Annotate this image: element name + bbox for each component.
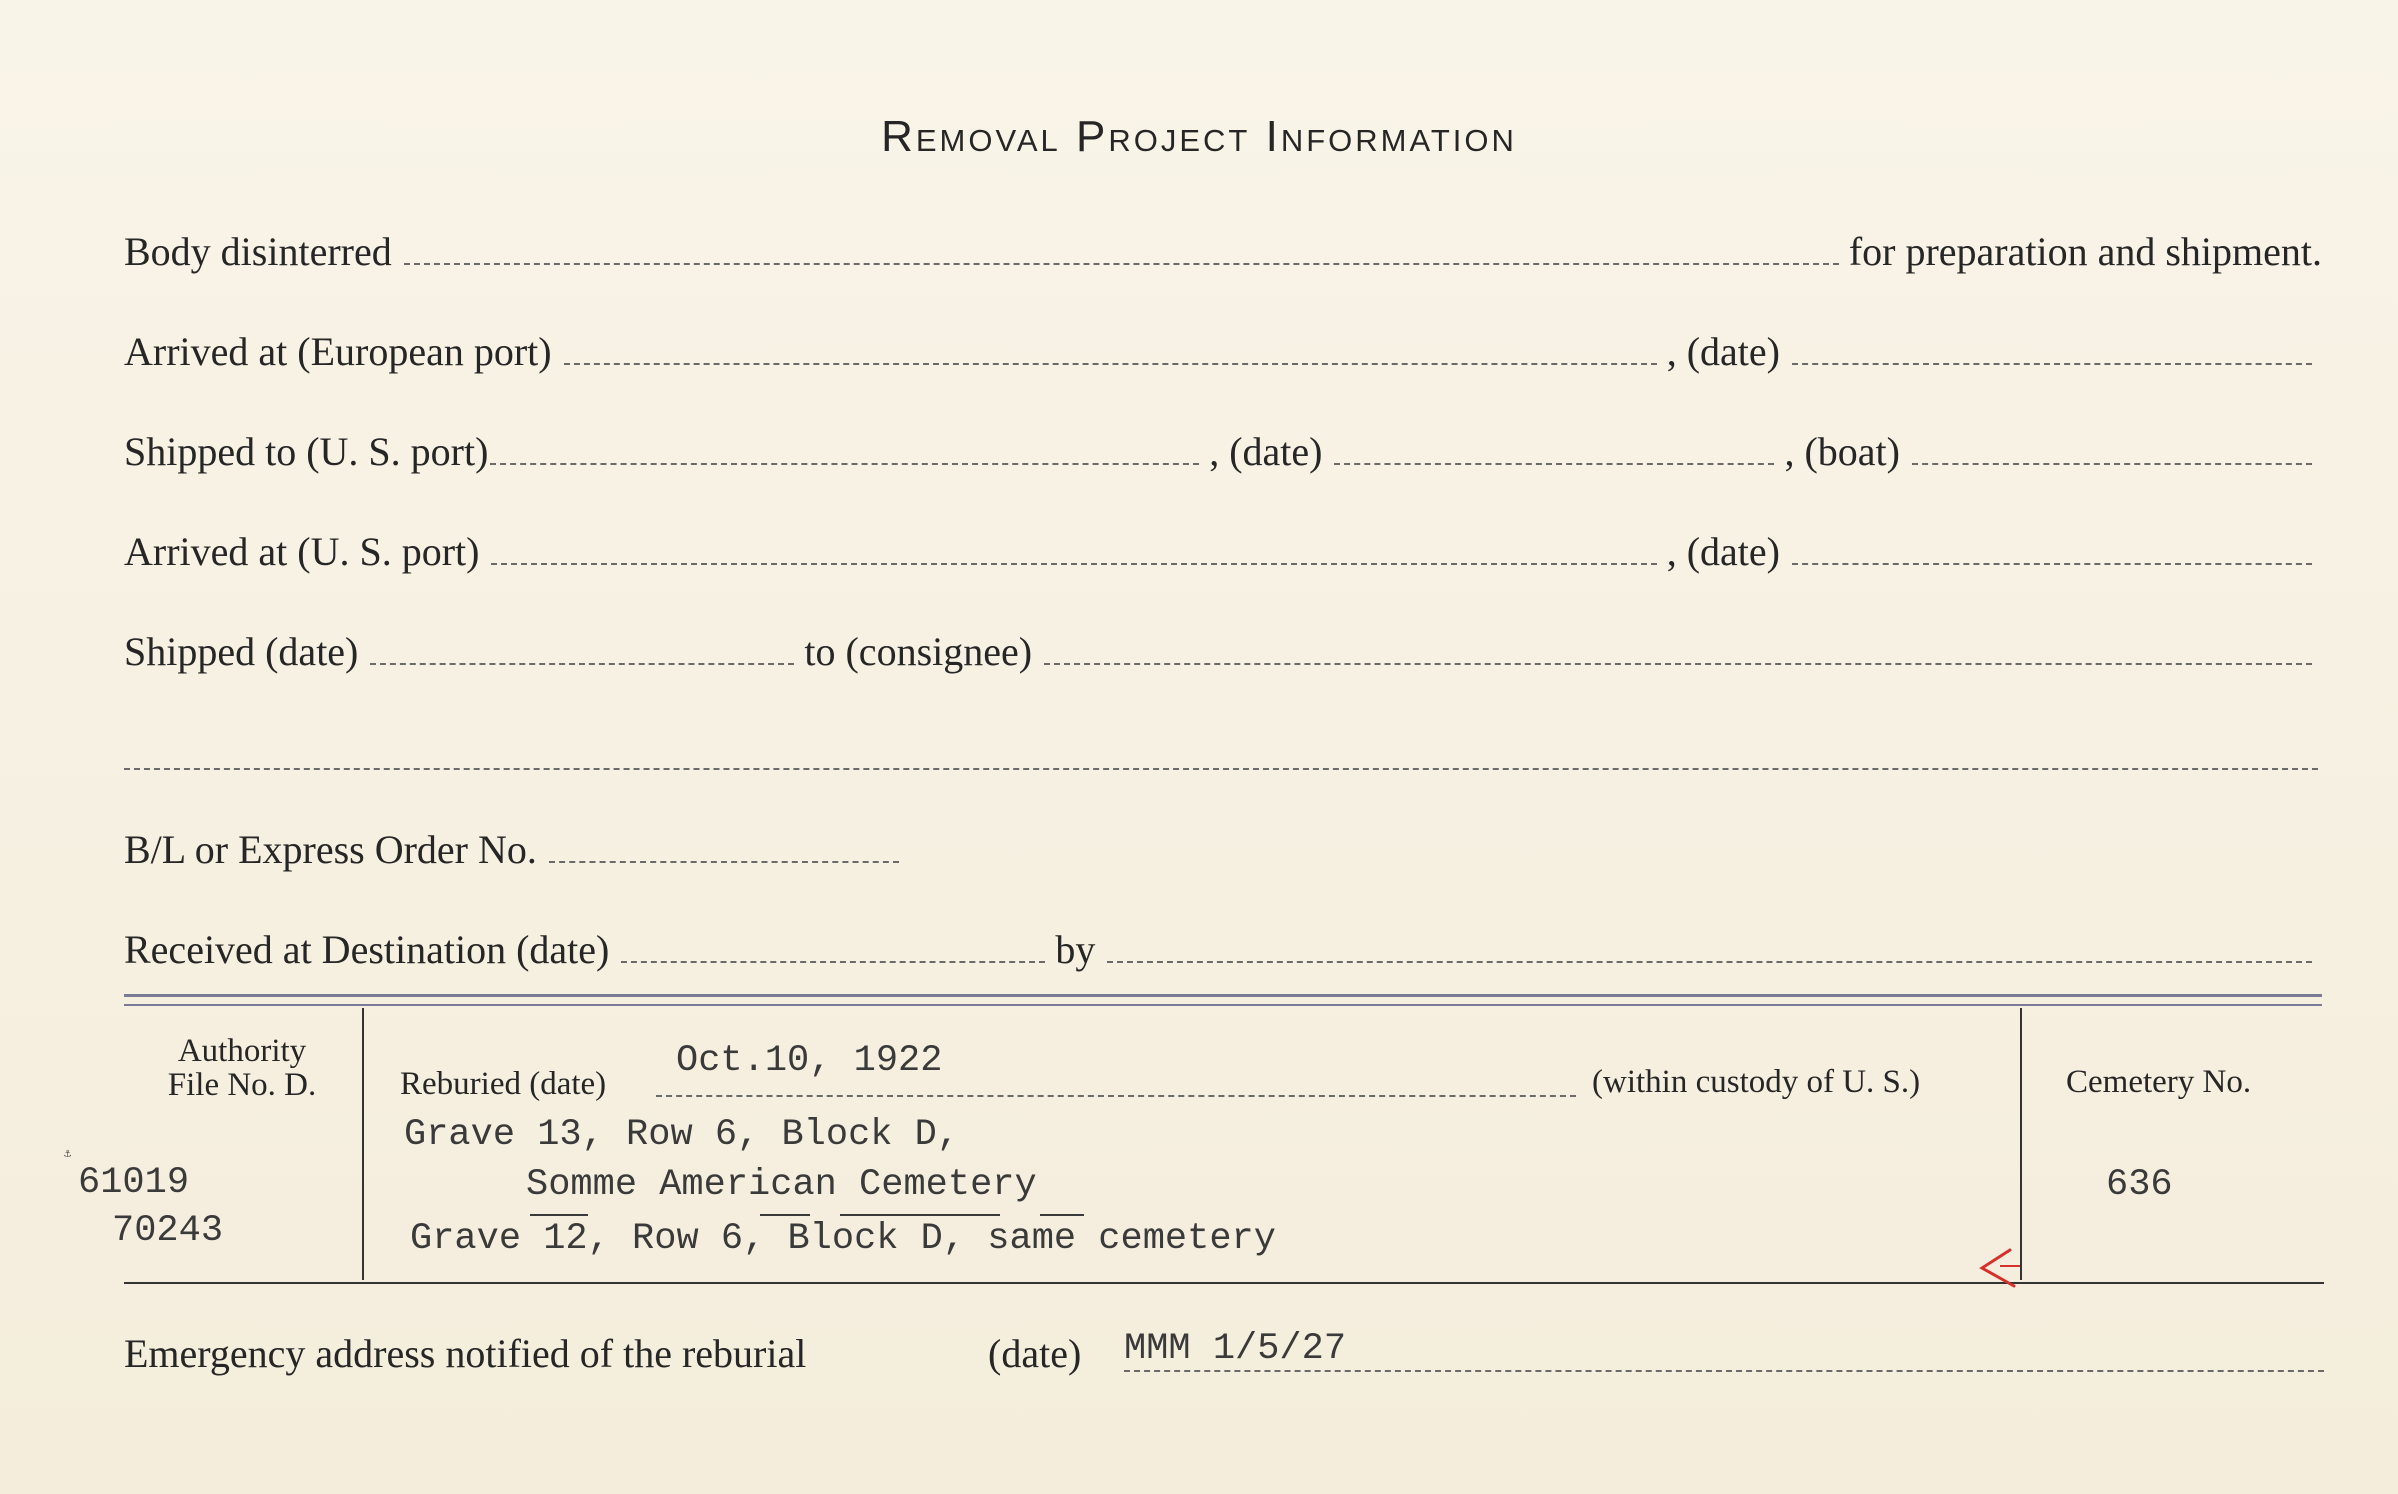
boat-field[interactable] xyxy=(1912,462,2312,465)
shipped-us-date-field[interactable] xyxy=(1334,462,1774,465)
received-row xyxy=(124,926,2322,973)
authority-file-number-1: 61019 xyxy=(78,1162,190,1204)
arrived-us-date-field[interactable] xyxy=(1792,562,2312,565)
arrived-european-date-field[interactable] xyxy=(1792,362,2312,365)
cemetery-column-divider xyxy=(2020,1008,2022,1280)
shipped-date-row xyxy=(124,628,2322,675)
authority-column-divider xyxy=(362,1008,364,1280)
shipped-us-row xyxy=(124,428,2322,475)
arrived-european-row xyxy=(124,328,2322,375)
us-port-field[interactable] xyxy=(490,462,1199,465)
body-disinterred-field[interactable] xyxy=(404,262,1839,265)
emergency-date-value: MMM 1/5/27 xyxy=(1124,1328,1347,1370)
consignee-field[interactable] xyxy=(1044,662,2312,665)
emergency-date-field[interactable] xyxy=(1124,1370,2324,1372)
emergency-date-label: (date) xyxy=(988,1331,1082,1376)
body-disinterred-label: Body disinterred xyxy=(124,229,392,274)
section-divider xyxy=(124,994,2322,997)
boat-label: , (boat) xyxy=(1784,429,1900,474)
authority-header-line2: File No. D. xyxy=(167,1067,317,1103)
body-disinterred-row xyxy=(124,228,2322,275)
reburied-date-value: Oct.10, 1922 xyxy=(676,1040,943,1082)
bl-order-field[interactable] xyxy=(549,860,899,863)
cemetery-header: Cemetery No. xyxy=(2066,1064,2252,1100)
grave-line-1: Grave 13, Row 6, Block D, xyxy=(404,1114,960,1156)
grave-line-3: Grave 12, Row 6, Block D, same cemetery xyxy=(410,1218,1276,1260)
authority-header xyxy=(150,1034,334,1102)
overstrike-mark-4 xyxy=(1040,1214,1084,1216)
consignee-label: to (consignee) xyxy=(804,629,1033,674)
grave-line-2: Somme American Cemetery xyxy=(526,1164,1037,1206)
preparation-shipment-label: for preparation and shipment. xyxy=(1848,229,2322,274)
bl-order-row xyxy=(124,826,909,873)
arrived-european-date-label: , (date) xyxy=(1666,329,1780,374)
custody-label: (within custody of U. S.) xyxy=(1592,1064,1921,1100)
arrived-us-port-field[interactable] xyxy=(491,562,1656,565)
authority-header-line1: Authority xyxy=(177,1033,307,1069)
overstrike-mark-3 xyxy=(840,1214,1000,1216)
emergency-label: Emergency address notified of the reburial xyxy=(124,1331,807,1376)
overstrike-mark-1 xyxy=(530,1214,588,1216)
bl-order-label: B/L or Express Order No. xyxy=(124,827,537,872)
shipped-us-label: Shipped to (U. S. port) xyxy=(124,429,489,474)
red-check-mark-icon xyxy=(1970,1244,2030,1294)
received-by-field[interactable] xyxy=(1107,960,2312,963)
shipped-date-label: Shipped (date) xyxy=(124,629,359,674)
by-label: by xyxy=(1055,927,1096,972)
cemetery-number: 636 xyxy=(2106,1164,2173,1206)
arrived-european-label: Arrived at (European port) xyxy=(124,329,552,374)
shipped-us-date-label: , (date) xyxy=(1209,429,1323,474)
arrived-us-label: Arrived at (U. S. port) xyxy=(124,529,480,574)
shipped-date-field[interactable] xyxy=(370,662,794,665)
reburied-label: Reburied (date) xyxy=(400,1066,607,1102)
tick-mark: ⚓ xyxy=(64,1147,72,1161)
overstrike-mark-2 xyxy=(760,1214,810,1216)
european-port-field[interactable] xyxy=(564,362,1657,365)
received-date-field[interactable] xyxy=(621,960,1045,963)
consignee-continuation-field[interactable] xyxy=(124,768,2318,770)
section-divider-2 xyxy=(124,1004,2322,1006)
authority-file-number-2: 70243 xyxy=(112,1210,224,1252)
card-title: Removal Project Information xyxy=(881,112,1517,161)
arrived-us-row xyxy=(124,528,2322,575)
arrived-us-date-label: , (date) xyxy=(1666,529,1780,574)
reburied-date-field[interactable] xyxy=(656,1095,1576,1097)
received-label: Received at Destination (date) xyxy=(124,927,610,972)
